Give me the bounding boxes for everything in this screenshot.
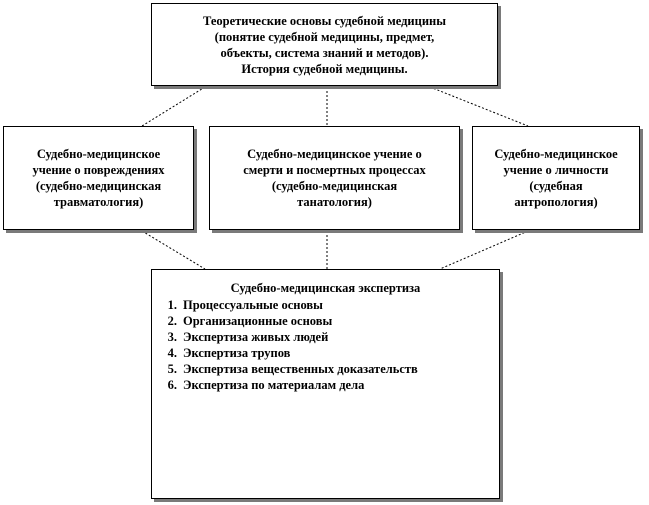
connector-right-bottom	[440, 231, 528, 269]
thanatology-box	[209, 126, 460, 230]
expertise-list	[152, 297, 499, 393]
list-item-number: 6.	[167, 378, 177, 392]
list-item-number: 2.	[167, 314, 177, 328]
traumatology-box	[3, 126, 194, 230]
thanatology-line-2: смерти и посмертных процессах	[243, 163, 426, 177]
expertise-title: Судебно-медицинская экспертиза	[230, 281, 421, 295]
list-item-text: Процессуальные основы	[183, 298, 323, 312]
theory-line-1: Теоретические основы судебной медицины	[203, 13, 446, 28]
list-item-number: 1.	[167, 298, 177, 312]
traumatology-line-3: (судебно-медицинская	[35, 179, 162, 193]
thanatology-line-4: танатология)	[297, 195, 372, 209]
list-item-text: Экспертиза вещественных доказательств	[183, 362, 418, 376]
list-item-number: 5.	[167, 362, 177, 376]
anthropology-line-1: Судебно-медицинское	[494, 147, 618, 161]
theory-line-2: (понятие судебной медицины, предмет,	[214, 29, 435, 44]
traumatology-line-2: учение о повреждениях	[32, 163, 165, 177]
list-item-text: Экспертиза по материалам дела	[183, 378, 365, 392]
list-item	[152, 329, 499, 345]
connector-left-bottom	[142, 231, 205, 269]
traumatology-line-1: Судебно-медицинское	[36, 147, 161, 161]
anthropology-line-4: антропология)	[514, 195, 598, 209]
list-item	[152, 313, 499, 329]
traumatology-line-4: травматология)	[53, 195, 144, 209]
connector-top-right	[430, 87, 528, 126]
theory-line-4: История судебной медицины.	[241, 61, 408, 76]
list-item	[152, 377, 499, 393]
theory-box	[151, 3, 498, 86]
list-item-text: Экспертиза живых людей	[183, 330, 329, 344]
anthropology-box	[472, 126, 640, 230]
list-item-number: 3.	[167, 330, 177, 344]
list-item-number: 4.	[167, 346, 177, 360]
list-item-text: Организационные основы	[183, 314, 333, 328]
thanatology-line-1: Судебно-медицинское учение о	[247, 147, 422, 161]
theory-line-3: объекты, система знаний и методов).	[220, 45, 429, 60]
list-item-text: Экспертиза трупов	[183, 346, 291, 360]
anthropology-line-2: учение о личности	[503, 163, 609, 177]
anthropology-line-3: (судебная	[529, 179, 583, 193]
list-item	[152, 345, 499, 361]
list-item	[152, 361, 499, 377]
list-item	[152, 297, 499, 313]
expertise-box	[151, 269, 500, 499]
connector-top-left	[142, 87, 205, 126]
thanatology-line-3: (судебно-медицинская	[271, 179, 398, 193]
